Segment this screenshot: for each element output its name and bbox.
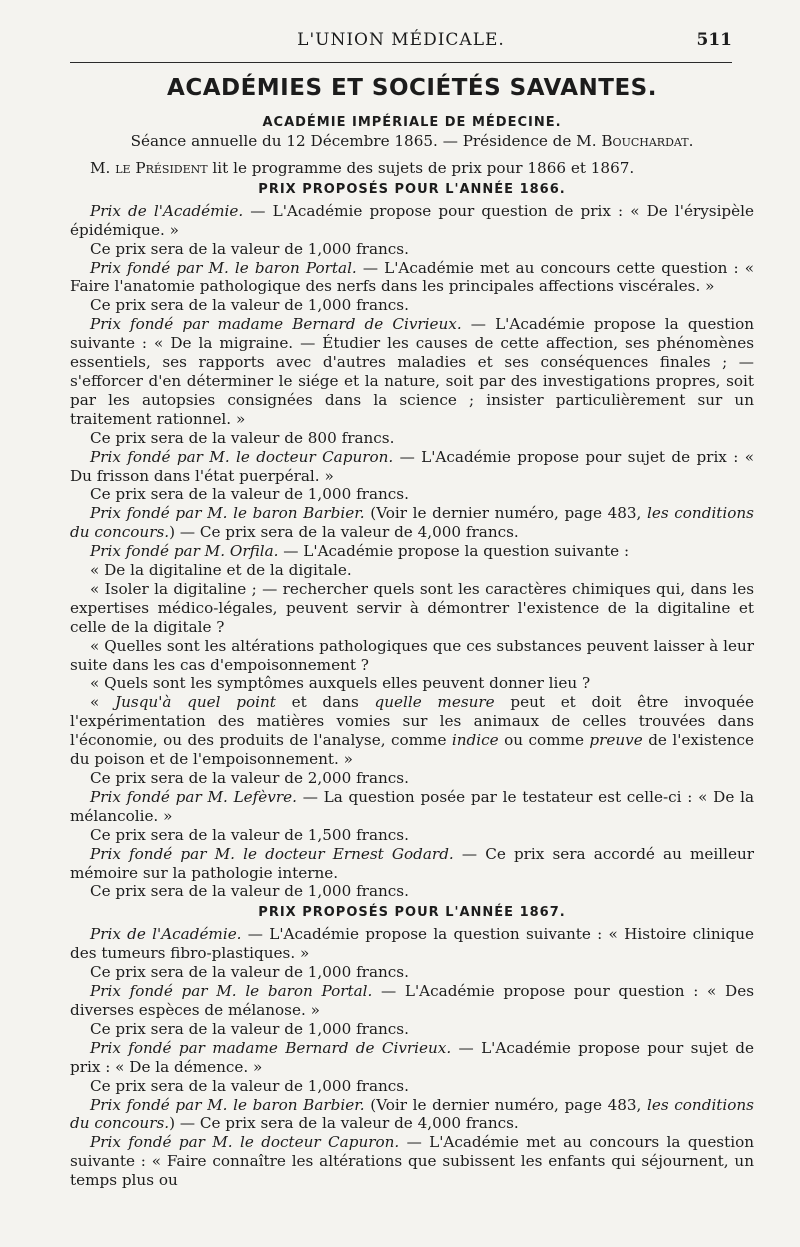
prize-text-end: ) — Ce prix sera de la valeur de 4,000 francs.	[169, 523, 519, 542]
prize-value: Ce prix sera de la valeur de 1,000 francs.	[90, 296, 409, 315]
prize-value: Ce prix sera de la valeur de 800 francs.	[90, 428, 395, 447]
prize-value: Ce prix sera de la valeur de 2,000 francs.	[90, 769, 409, 787]
prize-barbier-1867	[70, 1096, 754, 1134]
prize-orfila-1866	[70, 542, 754, 561]
orfila-question-3: « Quelles sont les altérations pathologiques que ces substances peuvent laisser à leur suite dans les cas d'empoisonnement ?	[70, 636, 754, 674]
prize-capuron-1867	[70, 1133, 754, 1190]
running-head	[70, 30, 732, 54]
prize-text: — L'Académie propose la question suivante :	[278, 542, 630, 561]
prize-text: — La question posée par le testateur est celle-ci : « De la mélancolie. »	[70, 787, 754, 825]
prize-academie-1867	[70, 925, 754, 963]
orfila-question-4: « Quels sont les symptômes auxquels elles peuvent donner lieu ?	[90, 674, 591, 693]
prize-text: — L'Académie met au concours la question suivante : « Faire connaître les altérations que subissent les enfants qui séjournent, un temps plus ou	[70, 1133, 754, 1190]
prize-capuron-1866	[70, 448, 754, 486]
intro-paragraph	[70, 159, 754, 178]
year-1867-heading: PRIX PROPOSÉS POUR L'ANNÉE 1867.	[258, 905, 566, 921]
prize-name: Prix fondé par M. Orfila.	[90, 542, 279, 561]
academy-title: ACADÉMIE IMPÉRIALE DE MÉDECINE.	[262, 115, 562, 130]
seance-end: .	[688, 132, 694, 150]
prize-text: — L'Académie met au concours cette question : « Faire l'anatomie pathologique des nerfs dans les principales affections viscérales. »	[70, 258, 754, 296]
prize-text: (Voir le dernier numéro, page 483,	[364, 1095, 648, 1114]
q-text: ou comme	[498, 731, 590, 750]
orfila-question-1: « De la digitaline et de la digitale.	[90, 561, 352, 580]
journal-title: L'UNION MÉDICALE.	[297, 30, 505, 50]
q-text: peut et doit être invoquée l'expérimentation des matières vomies sur les animaux de celles trouvées dans l'économie, ou des produits de l'analyse, comme	[70, 693, 754, 750]
prize-name: Prix fondé par madame Bernard de Civrieux.	[90, 315, 462, 334]
prize-name: Prix fondé par M. le docteur Capuron.	[90, 447, 394, 466]
prize-value: Ce prix sera de la valeur de 1,000 francs.	[90, 1019, 409, 1038]
prize-value: Ce prix sera de la valeur de 1,000 francs.	[90, 485, 409, 504]
intro-lead: M.	[90, 158, 116, 177]
prize-text: (Voir le dernier numéro, page 483,	[364, 504, 648, 523]
header-rule	[70, 62, 732, 63]
prize-godard-1866	[70, 845, 754, 883]
q-emph: preuve	[589, 731, 643, 750]
seance-text: Séance annuelle du 12 Décembre 1865. — Présidence de M.	[130, 132, 602, 150]
prize-text: — Ce prix sera accordé au meilleur mémoire sur la pathologie interne.	[70, 844, 754, 882]
page-number: 511	[696, 30, 732, 50]
prize-value: Ce prix sera de la valeur de 1,000 francs.	[90, 1076, 409, 1095]
prize-civrieux-1867	[70, 1039, 754, 1077]
prize-name: Prix de l'Académie.	[90, 925, 242, 944]
prize-text: — L'Académie propose pour sujet de prix : « Du frisson dans l'état puerpéral. »	[70, 447, 754, 485]
section-title: ACADÉMIES ET SOCIÉTÉS SAVANTES.	[167, 75, 657, 101]
q-text: de l'existence du poison et de l'empoisonnement. »	[70, 731, 754, 769]
q-emph: quelle mesure	[374, 693, 495, 712]
president-name: Bouchardat	[601, 132, 689, 150]
prize-text: — L'Académie propose pour question : « Des diverses espèces de mélanose. »	[70, 982, 754, 1019]
prize-name: Prix fondé par M. Lefèvre.	[90, 787, 297, 806]
intro-president: le Président	[115, 158, 208, 177]
prize-name: Prix fondé par M. le docteur Ernest Godard.	[90, 844, 454, 863]
prize-value: Ce prix sera de la valeur de 1,500 francs.	[90, 825, 409, 844]
intro-rest: lit le programme des sujets de prix pour 1866 et 1867.	[207, 158, 635, 177]
prize-value: Ce prix sera de la valeur de 1,000 francs.	[90, 963, 409, 982]
prize-text-end: ) — Ce prix sera de la valeur de 4,000 francs.	[169, 1114, 519, 1133]
prize-portal-1867	[70, 982, 754, 1020]
q-emph: indice	[451, 731, 499, 750]
prize-lefevre-1866	[70, 788, 754, 826]
prize-ref: les conditions du concours.	[70, 1095, 754, 1133]
orfila-question-2: « Isoler la digitaline ; — rechercher quels sont les caractères chimiques qui, dans les expertises médico-légales, peuvent servir à démontrer l'existence de la digitaline et celle de la digitale ?	[70, 579, 754, 636]
q-emph: Jusqu'à quel point	[115, 693, 276, 712]
prize-barbier-1866	[70, 504, 754, 542]
q-text: «	[90, 693, 116, 712]
prize-portal-1866	[70, 259, 754, 297]
seance-line	[70, 132, 754, 151]
prize-name: Prix fondé par madame Bernard de Civrieux.	[90, 1038, 452, 1057]
prize-text: — L'Académie propose la question suivante : « Histoire clinique des tumeurs fibro-plastiques. »	[70, 925, 754, 963]
prize-ref: les conditions du concours.	[70, 504, 754, 542]
article-body	[70, 74, 754, 1190]
prize-value: Ce prix sera de la valeur de 1,000 francs.	[90, 239, 409, 258]
prize-name: Prix fondé par M. le baron Portal.	[90, 258, 357, 277]
q-text: et dans	[275, 693, 375, 712]
prize-civrieux-1866	[70, 315, 754, 428]
prize-academie-1866	[70, 202, 754, 240]
prize-value: Ce prix sera de la valeur de 1,000 francs.	[90, 882, 409, 901]
prize-name: Prix fondé par M. le baron Portal.	[90, 982, 373, 1001]
orfila-question-5	[70, 693, 754, 769]
prize-text: — L'Académie propose pour sujet de prix : « De la démence. »	[70, 1038, 755, 1076]
year-1866-heading: PRIX PROPOSÉS POUR L'ANNÉE 1866.	[258, 181, 566, 197]
prize-text: — L'Académie propose la question suivante : « De la migraine. — Étudier les causes de cette affection, ses phénomènes essentiels, ses rapports avec d'autres maladies et ses conséquences finales ; — s'efforcer d'en déterminer le siége et la nature, soit par des investigations propres, soit par les autopsies consignées dans la science ; insister particulièrement sur un traitement rationnel. »	[70, 315, 754, 428]
prize-text: — L'Académie propose pour question de prix : « De l'érysipèle épidémique. »	[70, 201, 754, 239]
prize-name: Prix de l'Académie.	[90, 201, 244, 220]
prize-name: Prix fondé par M. le baron Barbier.	[90, 504, 365, 523]
prize-name: Prix fondé par M. le docteur Capuron.	[90, 1133, 400, 1152]
prize-name: Prix fondé par M. le baron Barbier.	[90, 1095, 365, 1114]
